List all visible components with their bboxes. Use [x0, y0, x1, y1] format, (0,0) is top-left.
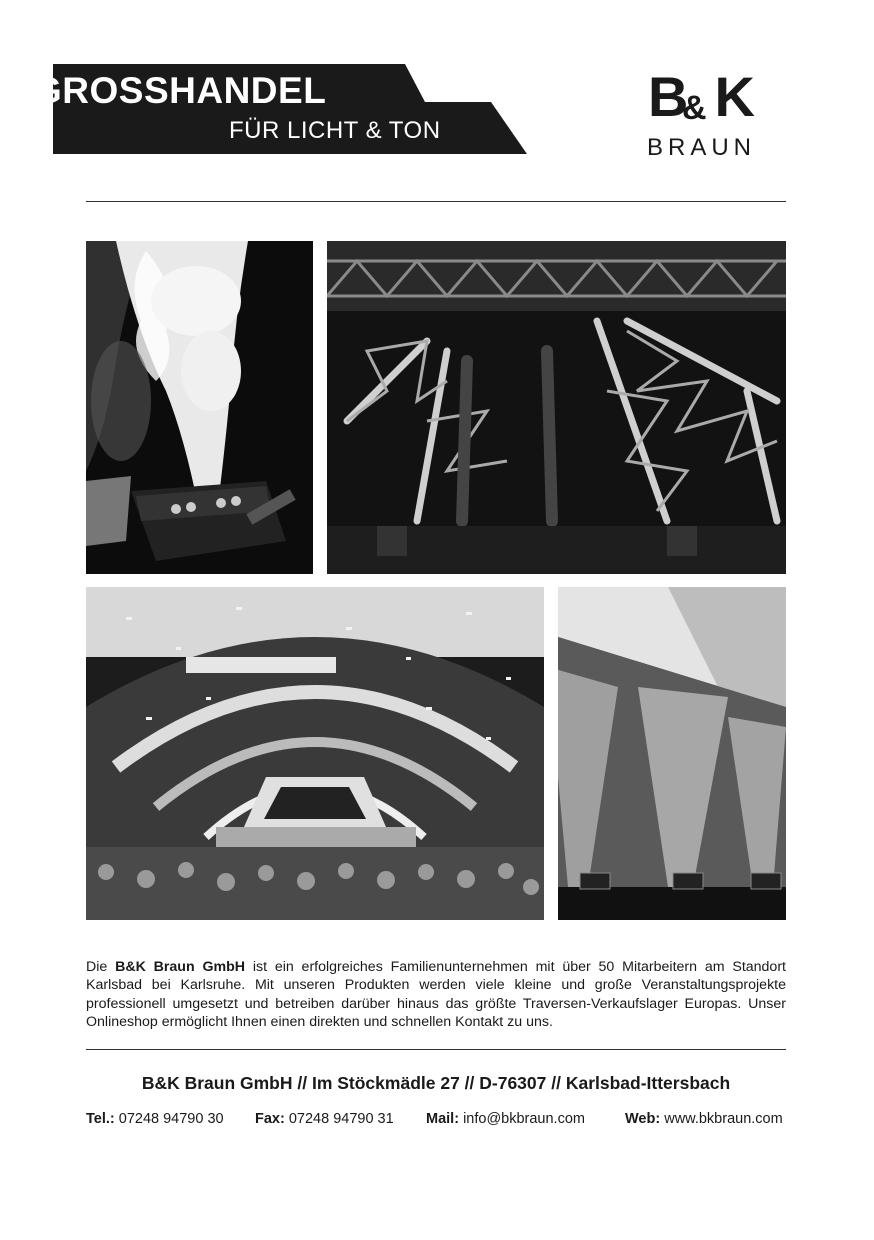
wall-uplights-icon — [558, 587, 786, 920]
photo-wall-uplights — [558, 587, 786, 920]
contact-mail[interactable] — [426, 1111, 585, 1127]
fax-value: 07248 94790 31 — [288, 1111, 394, 1127]
phone-value: 07248 94790 30 — [118, 1111, 224, 1127]
fax-label: Fax: — [255, 1111, 285, 1127]
contact-fax — [255, 1111, 394, 1127]
truss-icon — [327, 241, 786, 574]
intro-prefix: Die — [86, 959, 116, 975]
web-link[interactable]: www.bkbraun.com — [664, 1111, 783, 1127]
company-logo — [646, 66, 766, 162]
contact-web[interactable] — [625, 1111, 783, 1127]
web-label: Web: — [625, 1111, 661, 1127]
fog-machine-icon — [86, 241, 313, 574]
photo-fog-machine — [86, 241, 313, 574]
photo-truss — [327, 241, 786, 574]
concert-stage-confetti-icon — [86, 587, 544, 920]
banner-title: GROSSHANDEL — [33, 70, 327, 111]
bottom-divider — [86, 1049, 786, 1050]
photo-concert-stage — [86, 587, 544, 920]
company-intro — [86, 958, 786, 1032]
logo-name: BRAUN — [647, 134, 757, 161]
logo-letter-k: K — [714, 65, 751, 128]
contact-row — [86, 1111, 786, 1131]
intro-company-name: B&K Braun GmbH — [115, 959, 246, 975]
company-address: B&K Braun GmbH // Im Stöckmädle 27 // D-76307 // Karlsbad-Ittersbach — [141, 1073, 731, 1093]
logo-letter-b: B — [648, 65, 685, 128]
mail-link[interactable]: info@bkbraun.com — [463, 1111, 585, 1127]
top-divider — [86, 201, 786, 202]
banner-subtitle: FÜR LICHT & TON — [229, 117, 441, 144]
contact-phone — [86, 1111, 224, 1127]
logo-ampersand: & — [682, 89, 707, 127]
phone-label: Tel.: — [86, 1111, 115, 1127]
intro-body: ist ein erfolgreiches Familienunternehmen mit über 50 Mitarbeitern am Standort Karlsbad bei Karlsruhe. Mit unseren Produkten werden viele kleine und große Veranstaltungsprojekte professionell umgesetzt und betreiben darüber hinaus das größte Traversen-Verkaufslager Europas. Unser Onlineshop ermöglicht Ihnen einen direkten und schnellen Kontakt zu uns. — [86, 959, 786, 1031]
mail-label: Mail: — [426, 1111, 460, 1127]
